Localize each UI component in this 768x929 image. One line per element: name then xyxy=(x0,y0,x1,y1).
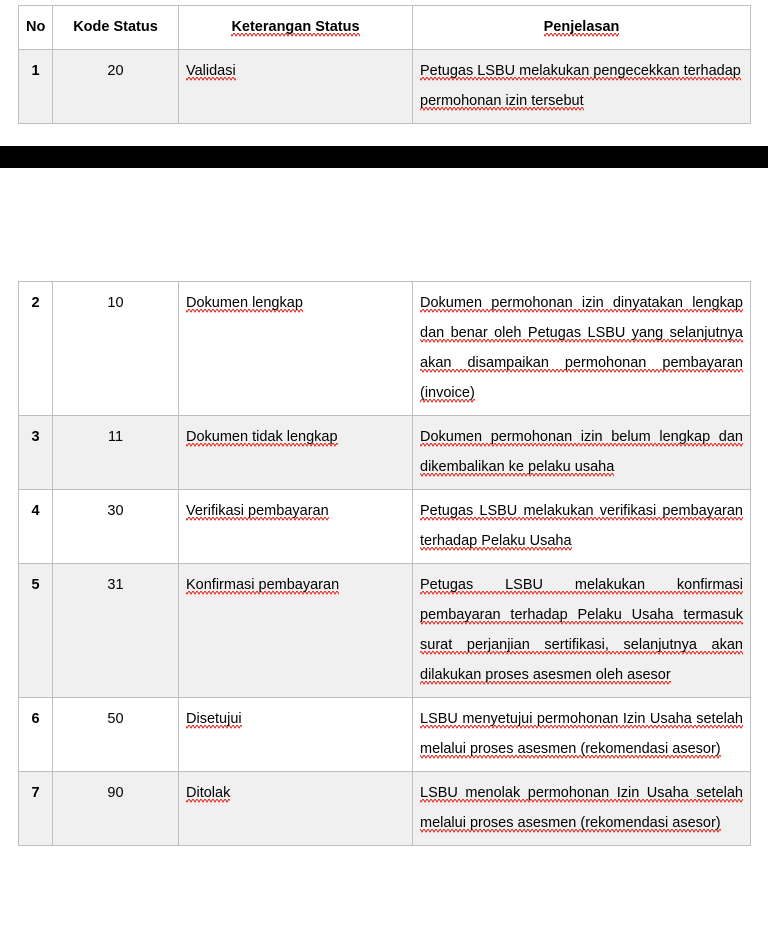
cell-penjelasan xyxy=(413,416,751,490)
table-header xyxy=(19,6,751,50)
cell-penjelasan xyxy=(413,564,751,698)
table-row xyxy=(19,564,751,698)
cell-penjelasan-text: Petugas LSBU melakukan pengecekkan terhadap permohonan izin tersebut xyxy=(420,63,741,109)
table-row xyxy=(19,50,751,124)
table-row xyxy=(19,282,751,416)
table-row xyxy=(19,490,751,564)
cell-penjelasan xyxy=(413,50,751,124)
cell-penjelasan-text: Petugas LSBU melakukan verifikasi pembayaran terhadap Pelaku Usaha xyxy=(420,503,743,549)
cell-keterangan-status-text: Disetujui xyxy=(186,711,242,727)
column-header-kode-status: Kode Status xyxy=(53,6,179,50)
cell-keterangan-status-text: Konfirmasi pembayaran xyxy=(186,577,340,593)
cell-no: 3 xyxy=(19,416,53,490)
table-body-bottom xyxy=(19,282,751,846)
cell-keterangan-status xyxy=(179,416,413,490)
cell-kode-status: 20 xyxy=(53,50,179,124)
column-header-no: No xyxy=(19,6,53,50)
cell-keterangan-status-text: Verifikasi pembayaran xyxy=(186,503,329,519)
cell-kode-status: 11 xyxy=(53,416,179,490)
cell-no: 6 xyxy=(19,698,53,772)
table-row xyxy=(19,698,751,772)
cell-kode-status: 90 xyxy=(53,772,179,846)
cell-penjelasan xyxy=(413,490,751,564)
cell-penjelasan xyxy=(413,282,751,416)
column-header-penjelasan xyxy=(413,6,751,50)
cell-penjelasan-text: Dokumen permohonan izin belum lengkap dan dikembalikan ke pelaku usaha xyxy=(420,429,743,475)
cell-keterangan-status xyxy=(179,564,413,698)
cell-keterangan-status-text: Dokumen tidak lengkap xyxy=(186,429,338,445)
cell-keterangan-status xyxy=(179,698,413,772)
table-header-row xyxy=(19,6,751,50)
cell-keterangan-status xyxy=(179,772,413,846)
cell-penjelasan-text: Petugas LSBU melakukan konfirmasi pembayaran terhadap Pelaku Usaha termasuk surat perjanjian sertifikasi, selanjutnya akan dilakukan proses asesmen oleh asesor xyxy=(420,577,743,683)
cell-kode-status: 10 xyxy=(53,282,179,416)
status-table-bottom xyxy=(18,281,751,846)
column-header-keterangan-status-text: Keterangan Status xyxy=(231,19,360,35)
cell-penjelasan-text: LSBU menyetujui permohonan Izin Usaha setelah melalui proses asesmen (rekomendasi asesor) xyxy=(420,711,743,757)
table-body-top xyxy=(19,50,751,124)
cell-keterangan-status-text: Ditolak xyxy=(186,785,231,801)
cell-keterangan-status xyxy=(179,50,413,124)
cell-keterangan-status-text: Validasi xyxy=(186,63,236,79)
cell-no: 4 xyxy=(19,490,53,564)
cell-no: 1 xyxy=(19,50,53,124)
cell-no: 5 xyxy=(19,564,53,698)
top-table-block xyxy=(0,5,751,124)
redaction-bar xyxy=(0,146,768,168)
cell-penjelasan xyxy=(413,698,751,772)
cell-keterangan-status xyxy=(179,282,413,416)
cell-no: 2 xyxy=(19,282,53,416)
column-header-penjelasan-text: Penjelasan xyxy=(543,19,620,35)
cell-keterangan-status-text: Dokumen lengkap xyxy=(186,295,303,311)
table-row xyxy=(19,416,751,490)
bottom-table-block xyxy=(0,281,751,846)
cell-kode-status: 30 xyxy=(53,490,179,564)
status-table-top xyxy=(18,5,751,124)
cell-kode-status: 50 xyxy=(53,698,179,772)
cell-penjelasan-text: LSBU menolak permohonan Izin Usaha setelah melalui proses asesmen (rekomendasi asesor) xyxy=(420,785,743,831)
table-row xyxy=(19,772,751,846)
cell-penjelasan xyxy=(413,772,751,846)
cell-penjelasan-text: Dokumen permohonan izin dinyatakan lengkap dan benar oleh Petugas LSBU yang selanjutnya akan disampaikan permohonan pembayaran (invoice) xyxy=(420,295,743,401)
cell-no: 7 xyxy=(19,772,53,846)
column-header-keterangan-status xyxy=(179,6,413,50)
cell-keterangan-status xyxy=(179,490,413,564)
cell-kode-status: 31 xyxy=(53,564,179,698)
